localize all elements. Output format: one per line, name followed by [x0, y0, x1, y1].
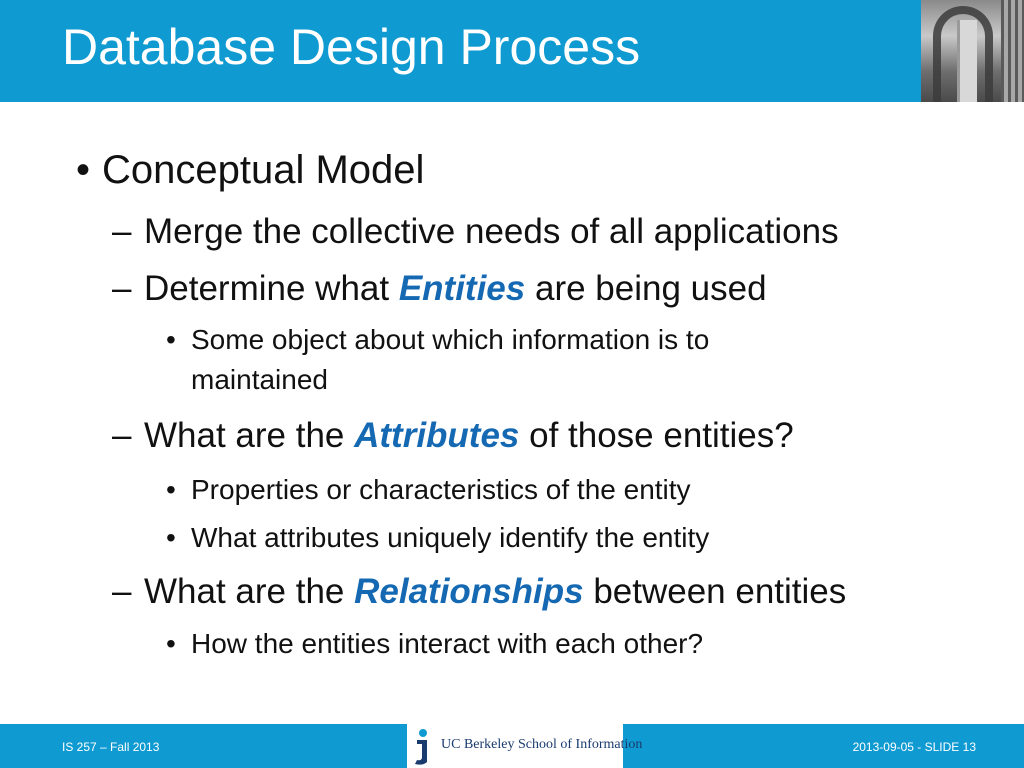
bullet-relationships-before: What are the — [144, 572, 355, 611]
course-label: IS 257 – Fall 2013 — [62, 740, 160, 754]
bullet-relationships-after: between entities — [583, 572, 847, 611]
logo-text: UC Berkeley School of Information — [441, 737, 643, 752]
highlight-entities: Entities — [398, 269, 526, 308]
bullet-interaction: How the entities interact with each other? — [191, 628, 704, 659]
campanile-photo — [921, 0, 1024, 102]
dash-marker: – — [112, 212, 132, 251]
bullet-entities-before: Determine what — [144, 269, 399, 308]
pillar-shape — [1001, 0, 1024, 102]
slide-number: 2013-09-05 - SLIDE 13 — [852, 740, 976, 754]
slide-footer — [0, 724, 1024, 768]
bullet-attributes-before: What are the — [144, 416, 355, 455]
slide-title: Database Design Process — [62, 19, 641, 75]
bullet-conceptual-model: Conceptual Model — [102, 148, 425, 192]
bullet-unique-attributes: What attributes uniquely identify the entity — [191, 522, 710, 553]
ischool-logo — [407, 724, 643, 768]
highlight-relationships: Relationships — [354, 572, 584, 611]
highlight-attributes: Attributes — [354, 416, 520, 455]
slide-body — [0, 102, 1024, 720]
bullet-object-info-cont: maintained — [191, 364, 328, 395]
bullet-attributes-after: of those entities? — [519, 416, 794, 455]
bullet-marker: • — [76, 148, 91, 192]
bullet-marker: • — [166, 522, 176, 553]
bullet-marker: • — [166, 474, 176, 505]
bullet-entities-after: are being used — [525, 269, 767, 308]
bullet-marker: • — [166, 324, 176, 355]
bullet-merge-needs: Merge the collective needs of all applications — [144, 212, 839, 251]
bullet-properties: Properties or characteristics of the entity — [191, 474, 691, 505]
dash-marker: – — [112, 572, 132, 611]
bullet-entities — [144, 269, 767, 309]
bullet-object-info: Some object about which information is to — [191, 324, 710, 355]
bullet-attributes — [144, 416, 794, 456]
dash-marker: – — [112, 416, 132, 455]
dash-marker: – — [112, 269, 132, 308]
slide-header — [0, 0, 1024, 102]
bullet-marker: • — [166, 628, 176, 659]
tower-shape — [957, 20, 977, 102]
bullet-relationships — [144, 572, 846, 612]
ischool-logo-icon — [411, 724, 437, 768]
